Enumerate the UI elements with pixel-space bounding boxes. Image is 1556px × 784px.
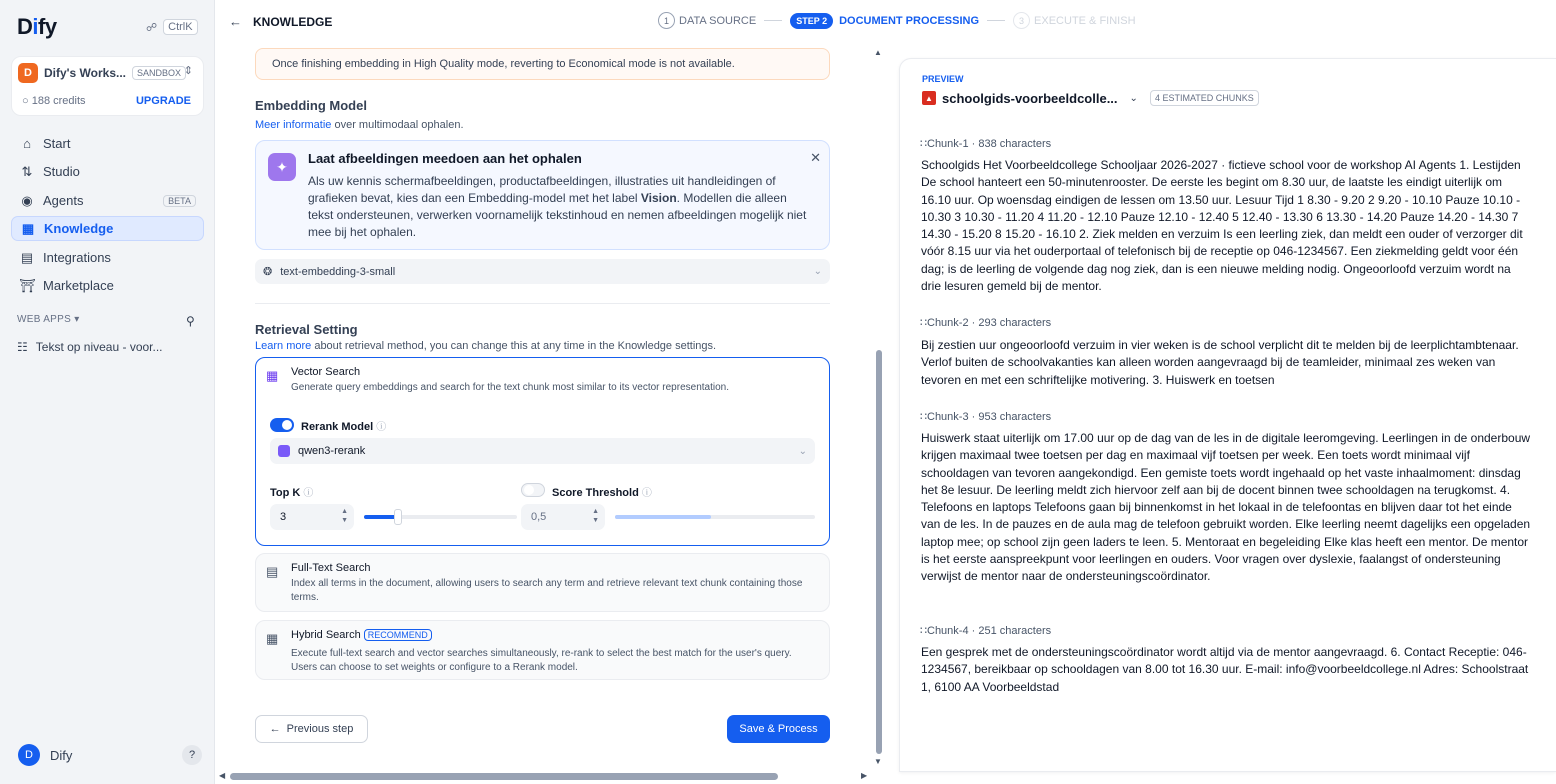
top-k-label: Top K ⓘ <box>270 487 314 499</box>
workspace-name: Dify's Works... <box>44 66 126 80</box>
high-quality-notice: Once finishing embedding in High Quality mode, reverting to Economical mode is not available. <box>255 48 830 80</box>
embedding-model-subtitle: Meer informatie over multimodaal ophalen. <box>255 119 464 131</box>
info-icon: ⓘ <box>641 488 652 499</box>
robot-icon: ☷ <box>17 340 28 354</box>
vertical-scrollbar[interactable] <box>872 48 884 768</box>
stepper <box>658 12 1136 29</box>
more-info-link[interactable]: Meer informatie <box>255 119 332 131</box>
sidebar-item-integrations[interactable]: ▤ Integrations <box>20 249 111 265</box>
dify-logo[interactable]: Dify <box>17 14 57 39</box>
scroll-right-icon[interactable]: ▶ <box>861 771 868 780</box>
chunk-header: ∷Chunk-4 · 251 characters <box>920 625 1052 637</box>
user-name: Dify <box>50 747 73 763</box>
agent-icon: ◉ <box>21 192 33 208</box>
chevron-down-icon: ⌄ <box>813 266 822 277</box>
headset-icon: ☍ <box>146 21 158 34</box>
top-k-input[interactable]: 3 ▲ ▼ <box>270 504 354 530</box>
studio-icon: ⇅ <box>21 163 33 179</box>
workspace-avatar: D <box>18 63 38 83</box>
scroll-down-icon[interactable]: ▼ <box>874 757 882 766</box>
sidebar-item-knowledge[interactable]: ▦ Knowledge <box>11 216 204 241</box>
scroll-up-icon[interactable]: ▲ <box>874 48 882 57</box>
vision-tip-card <box>255 140 830 250</box>
beta-badge: BETA <box>163 195 196 207</box>
web-app-item[interactable]: ☷ Tekst op niveau - voor... <box>17 340 163 354</box>
close-icon[interactable]: ✕ <box>810 150 821 165</box>
hybrid-search-title: Hybrid Search RECOMMEND <box>291 629 432 641</box>
chunk-grid-icon: ∷ <box>920 138 927 150</box>
scrollbar-thumb[interactable] <box>876 350 882 754</box>
credits: ○ 188 credits <box>22 95 86 107</box>
web-apps-header[interactable]: WEB APPS ▾ <box>17 314 80 325</box>
avatar: D <box>18 744 40 766</box>
chevron-down-icon: ⌄ <box>1129 92 1138 104</box>
image-sparkle-icon: ✦ <box>268 153 296 181</box>
sidebar <box>0 0 215 784</box>
openai-icon: ❂ <box>263 266 273 278</box>
chunk-text: Huiswerk staat uiterlijk om 17.00 uur op de dag van de les in de digitale leeromgeving. Leerlingen in de onderbouw krijgen maximaal twee toetsen per dag en maximaal vijf toetsen per week. Een toets wordt minimaal vijf schooldagen van tevoren aangekondigd. Een gemiste toets wordt ingehaald op het vaste inhaalmoment: dinsdag het 8e lesuur. De leerling meldt zich hiervoor zelf aan bij de docent binnen twee schooldagen na terugkomst. 4. Telefoons en laptops Telefoons gaan bij binnenkomst in het lokaal in de telefoontas en blijven daar tot het einde van de les. In de pauzes en de aula mag de telefoon gebruikt worden. Elke leerling neemt dagelijks een opgeladen laptop mee; op school zijn geen laders te leen. 5. Mentoraat en begeleiding Elke klas heeft een mentor. De mentor is het eerste aanspreekpunt voor leerlingen en ouders. Voor vragen over dyslexie, faalangst of ondersteuning verwijst de mentor naar de ondersteuningscoördinator. <box>921 431 1531 584</box>
preview-panel <box>899 58 1556 772</box>
save-process-button[interactable]: Save & Process <box>727 715 830 743</box>
plan-badge: SANDBOX <box>132 66 186 80</box>
scroll-left-icon[interactable]: ◀ <box>219 771 226 780</box>
embedding-model-title: Embedding Model <box>255 98 367 113</box>
divider <box>255 303 830 304</box>
horizontal-scrollbar[interactable] <box>215 770 870 782</box>
coin-icon: ○ <box>22 95 29 107</box>
vision-tip-title: Laat afbeeldingen meedoen aan het ophalen <box>308 151 582 166</box>
preview-label: PREVIEW <box>922 74 964 84</box>
top-bar <box>215 0 1556 44</box>
learn-more-link[interactable]: Learn more <box>255 340 312 352</box>
chunks-badge: 4 ESTIMATED CHUNKS <box>1150 90 1259 106</box>
preview-file-selector[interactable] <box>922 90 1259 106</box>
full-text-search-desc: Index all terms in the document, allowing users to search any term and retrieve relevant text chunk containing those terms. <box>291 578 803 603</box>
processing-panel <box>215 44 885 760</box>
page-title: KNOWLEDGE <box>253 15 333 29</box>
info-icon: ⓘ <box>303 488 314 499</box>
stepper-icon[interactable]: ▲ ▼ <box>341 508 348 524</box>
retrieval-setting-title: Retrieval Setting <box>255 322 358 337</box>
help-button[interactable]: ? <box>182 745 202 765</box>
embedding-model-select[interactable]: ❂ text-embedding-3-small ⌄ <box>255 259 830 284</box>
chevron-down-icon: ⌄ <box>798 445 807 457</box>
sidebar-item-agents[interactable]: ◉ Agents BETA <box>11 188 204 213</box>
step-document-processing: STEP 2 DOCUMENT PROCESSING <box>790 13 979 29</box>
preview-filename: schoolgids-voorbeeldcolle... <box>942 90 1118 106</box>
workspace-card[interactable] <box>11 56 204 116</box>
chunk-grid-icon: ∷ <box>920 625 927 637</box>
shortcut-key: CtrlK <box>163 19 197 35</box>
rerank-label: Rerank Model ⓘ <box>301 421 387 433</box>
top-k-slider[interactable] <box>364 515 517 519</box>
hybrid-grid-icon: ▦ <box>266 631 279 646</box>
score-threshold-slider[interactable] <box>615 515 815 519</box>
hybrid-search-desc: Execute full-text search and vector searches simultaneously, re-rank to select the best match for the user's query. Users can choose to set weights or configure to a Rerank model. <box>291 648 792 673</box>
vector-search-option[interactable] <box>255 357 830 546</box>
top-k-slider-fill <box>364 515 398 519</box>
vector-grid-icon: ▦ <box>266 368 279 383</box>
rerank-model-select[interactable]: qwen3-rerank ⌄ <box>270 438 815 464</box>
full-text-search-title: Full-Text Search <box>291 562 371 574</box>
arrow-left-icon: ← <box>269 723 281 735</box>
step-divider <box>764 20 782 21</box>
vision-tip-body: Als uw kennis schermafbeeldingen, productafbeeldingen, illustraties uit handleidingen of grafieken bevat, kies dan een Embedding-model met het label Vision. Modellen die alleen tekst ondersteunen, verwerken voornamelijk tekstinhoud en nemen afbeeldingen mogelijk niet mee bij het ophalen. <box>308 174 807 239</box>
previous-step-button[interactable]: ← Previous step <box>255 715 368 743</box>
search-shortcut[interactable] <box>146 19 198 35</box>
upgrade-button[interactable]: UPGRADE <box>135 95 191 107</box>
score-threshold-slider-fill <box>615 515 711 519</box>
info-icon: ⓘ <box>376 422 387 433</box>
chunk-grid-icon: ∷ <box>920 317 927 329</box>
book-icon: ▦ <box>21 220 35 236</box>
hybrid-search-option[interactable] <box>255 620 830 680</box>
vector-search-title: Vector Search <box>291 366 361 378</box>
chunk-header: ∷Chunk-1 · 838 characters <box>920 138 1052 150</box>
rerank-toggle[interactable] <box>270 418 294 432</box>
scrollbar-thumb[interactable] <box>230 773 778 780</box>
step-divider <box>987 20 1005 21</box>
back-arrow-icon[interactable]: ← <box>229 14 242 29</box>
vector-search-desc: Generate query embeddings and search for the text chunk most similar to its vector representation. <box>291 382 729 393</box>
chunk-text: Schoolgids Het Voorbeeldcollege Schooljaar 2026-2027 · fictieve school voor de workshop AI Agents 1. Lestijden De school hanteert een 50-minutenrooster. De eerste les begint om 8.30 uur, de laatste les eindigt uiterlijk om 16.10 uur. Op woensdag eindigen de lessen om 13.50 uur. Lesuur Tijd 1 8.30 - 9.20 2 9.20 - 10.10 Pauze 10.10 - 10.30 3 10.30 - 11.20 4 11.20 - 12.10 Pauze 12.10 - 12.40 5 12.40 - 13.30 6 13.30 - 14.20 Pauze 14.20 - 14.30 7 14.30 - 15.20 8 15.20 - 16.10 2. Ziek melden en verzuim Is een leerling ziek, dan meldt een ouder of verzorger dit vóór 8.15 uur via het ouderportaal of telefonisch bij de receptie op 046-1234567. Een ziekmelding geldt voor één dag; is de leerling de volgende dag nog ziek, dan is een nieuwe melding nodig. Ongeoorloofd verzuim wordt na drie lesuren gemeld bij de mentor. <box>921 158 1523 294</box>
user-menu[interactable] <box>18 744 72 766</box>
search-icon[interactable]: ⚲ <box>186 314 195 328</box>
pdf-icon: ▲ <box>922 91 936 105</box>
caret-down-icon: ▾ <box>74 314 80 325</box>
sidebar-item-studio[interactable]: ⇅ Studio <box>11 159 204 184</box>
score-threshold-input[interactable]: 0,5 ▲ ▼ <box>521 504 605 530</box>
recommend-badge: RECOMMEND <box>364 629 432 641</box>
integration-icon: ▤ <box>20 249 34 265</box>
retrieval-setting-subtitle: Learn more about retrieval method, you can change this at any time in the Knowledge settings. <box>255 340 717 352</box>
step-execute-finish: 3 EXECUTE & FINISH <box>1013 12 1135 29</box>
document-search-icon: ▤ <box>266 564 279 579</box>
workspace-switch-icon[interactable]: ⇕ <box>183 65 193 77</box>
chunk-header: ∷Chunk-2 · 293 characters <box>920 317 1052 329</box>
qwen-icon <box>278 445 290 457</box>
top-k-slider-thumb[interactable] <box>394 509 402 525</box>
chunk-text: Een gesprek met de ondersteuningscoördinator wordt altijd via de mentor aangevraagd. 6. Contact Receptie: 046-1234567, bereikbaar op schooldagen van 8.00 tot 16.30 uur. E-mail: info@voorbeeldcollege.nl Adres: Schoolstraat 1, 6100 AA Voorbeeldstad <box>921 645 1529 694</box>
sidebar-item-marketplace[interactable]: ⛩ Marketplace <box>19 277 114 293</box>
score-threshold-label: Score Threshold ⓘ <box>552 487 652 499</box>
sidebar-item-start[interactable]: ⌂ Start <box>11 131 204 156</box>
home-icon: ⌂ <box>23 136 31 151</box>
store-icon: ⛩ <box>19 277 36 293</box>
chunk-text: Bij zestien uur ongeoorloofd verzuim in vier weken is de school verplicht dit te melden bij de leerplichtambtenaar. Verlof buiten de schoolvakanties kan alleen worden aangevraagd bij de teamleider, minimaal zes weken van tevoren en met een schriftelijke motivering. 3. Huiswerk en toetsen <box>921 338 1519 387</box>
full-text-search-option[interactable] <box>255 553 830 612</box>
chunk-header: ∷Chunk-3 · 953 characters <box>920 411 1052 423</box>
score-threshold-toggle[interactable] <box>521 483 545 497</box>
stepper-icon[interactable]: ▲ ▼ <box>592 508 599 524</box>
step-data-source[interactable]: 1 DATA SOURCE <box>658 12 756 29</box>
chunk-grid-icon: ∷ <box>920 411 927 423</box>
